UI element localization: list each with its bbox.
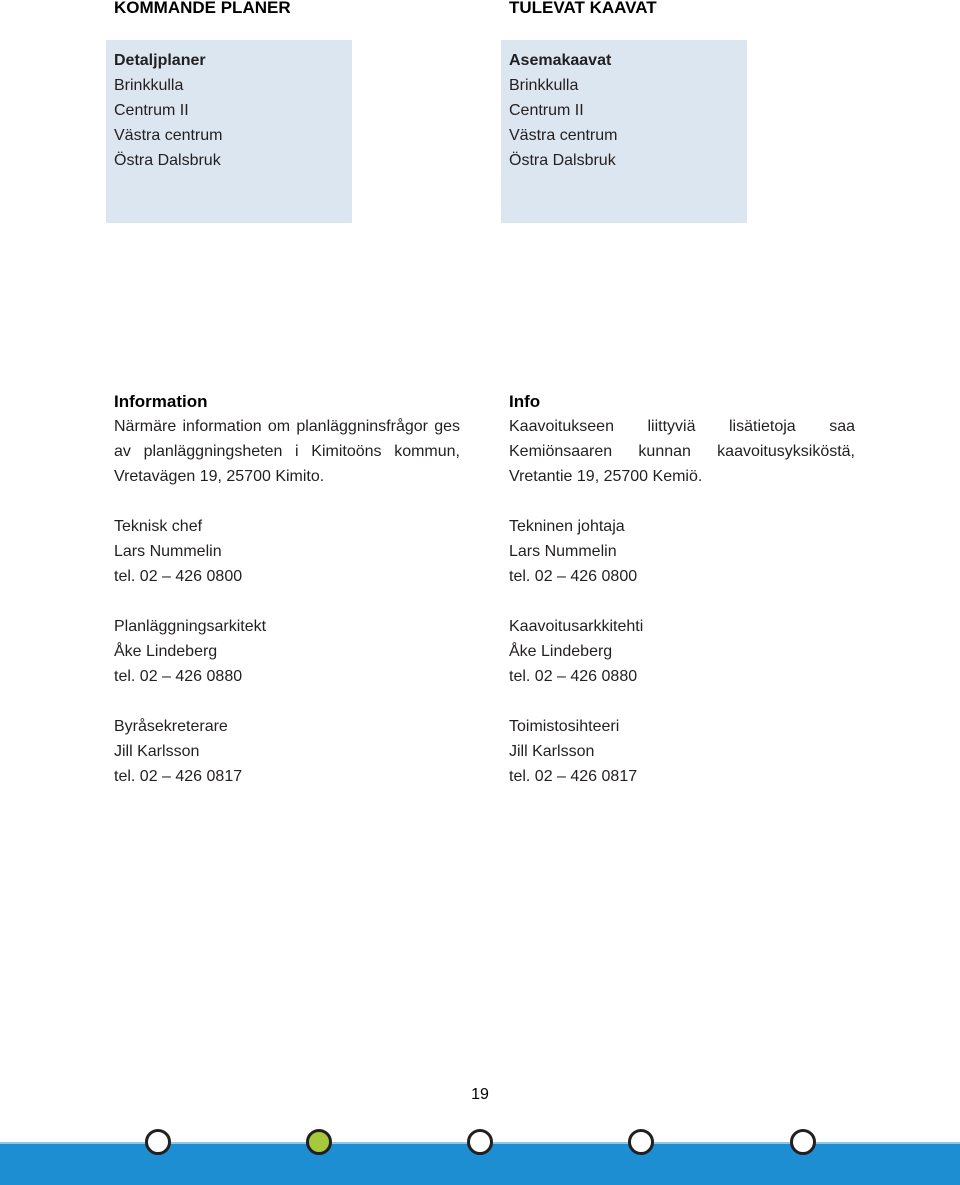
contact-role: Kaavoitusarkkitehti [509,618,644,635]
contact-role: Planläggningsarkitekt [114,618,267,635]
contact-role: Byråsekreterare [114,718,228,735]
right-contact [509,614,855,689]
left-heading: KOMMANDE PLANER [114,0,291,17]
right-plan-box [501,40,747,223]
right-contact [509,514,855,589]
left-contact [114,614,460,689]
contact-name: Åke Lindeberg [509,643,613,660]
footer-dot [467,1129,493,1155]
left-info-text: Närmäre information om planläggninsfrågor ges av planläggningsheten i Kimitoöns kommun, Vretavägen 19, 25700 Kimito. [114,418,460,485]
left-info-column [114,389,460,789]
left-info-title: Information [114,392,208,411]
footer-dot [628,1129,654,1155]
left-contact [114,714,460,789]
contact-role: Teknisk chef [114,518,203,535]
left-plan-item: Östra Dalsbruk [114,152,221,169]
right-info-title: Info [509,392,541,411]
right-plan-item: Östra Dalsbruk [509,152,616,169]
contact-name: Jill Karlsson [509,743,595,760]
contact-phone: tel. 02 – 426 0817 [114,768,243,785]
left-plan-item: Västra centrum [114,127,223,144]
contact-name: Lars Nummelin [114,543,222,560]
contact-name: Åke Lindeberg [114,643,218,660]
contact-phone: tel. 02 – 426 0800 [509,568,638,585]
contact-phone: tel. 02 – 426 0880 [114,668,243,685]
left-plan-item: Brinkkulla [114,77,184,94]
contact-phone: tel. 02 – 426 0800 [114,568,243,585]
left-plan-item: Centrum II [114,102,189,119]
contact-role: Toimistosihteeri [509,718,620,735]
left-contact [114,514,460,589]
right-plan-item: Västra centrum [509,127,618,144]
left-plan-box [106,40,352,223]
right-info-column [509,389,855,789]
contact-role: Tekninen johtaja [509,518,625,535]
page-number: 19 [471,1086,489,1103]
left-plan-title: Detaljplaner [114,52,206,69]
contact-phone: tel. 02 – 426 0817 [509,768,638,785]
right-plan-item: Centrum II [509,102,584,119]
right-plan-item: Brinkkulla [509,77,579,94]
right-contact [509,714,855,789]
right-plan-title: Asemakaavat [509,52,612,69]
footer-dot [145,1129,171,1155]
contact-name: Lars Nummelin [509,543,617,560]
footer-dot-accent [306,1129,332,1155]
right-heading: TULEVAT KAAVAT [509,0,657,17]
contact-name: Jill Karlsson [114,743,200,760]
contact-phone: tel. 02 – 426 0880 [509,668,638,685]
footer-dot [790,1129,816,1155]
right-info-text: Kaavoitukseen liittyviä lisätietoja saa Kemiönsaaren kunnan kaavoitusyksiköstä, Vretantie 19, 25700 Kemiö. [509,418,855,485]
